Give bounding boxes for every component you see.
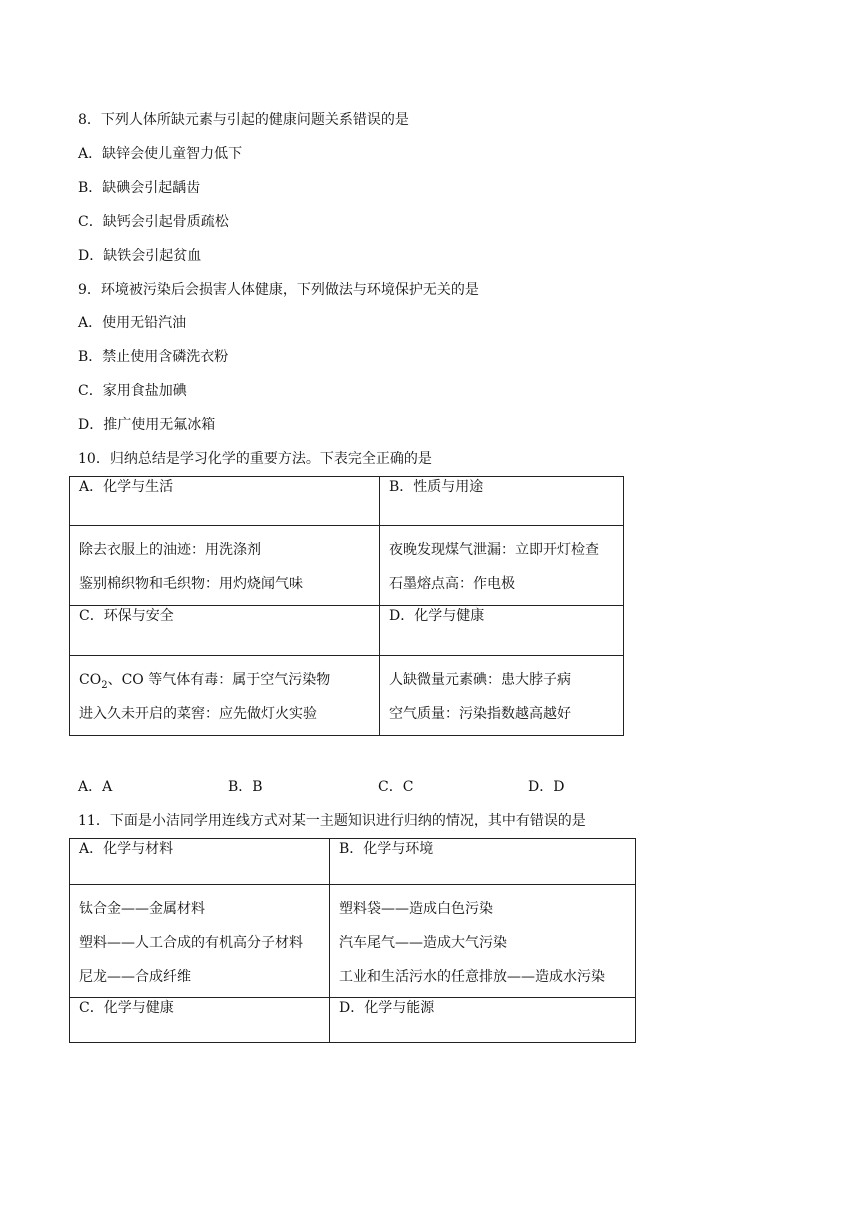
q11-cell-c-head: C．化学与健康 xyxy=(70,998,330,1043)
q11-cell-b-body: 塑料袋——造成白色污染 汽车尾气——造成大气污染 工业和生活污水的任意排放——造成水污染 xyxy=(330,885,636,998)
q10-answer-d: D．D xyxy=(528,779,565,795)
q11-cell-b-head: B．化学与环境 xyxy=(330,839,636,885)
q9-option-b: B．禁止使用含磷洗衣粉 xyxy=(78,349,229,365)
q10-cell-b-body: 夜晚发现煤气泄漏：立即开灯检查 石墨熔点高：作电极 xyxy=(380,526,624,606)
q11-cell-d-head: D．化学与能源 xyxy=(330,998,636,1043)
q8-option-b: B．缺碘会引起龋齿 xyxy=(78,180,201,196)
q8-option-d: D．缺铁会引起贫血 xyxy=(78,248,202,264)
q10-answer-a: A．A xyxy=(78,779,113,795)
q10-cell-a-head: A．化学与生活 xyxy=(70,477,380,526)
q11-cell-a-body: 钛合金——金属材料 塑料——人工合成的有机高分子材料 尼龙——合成纤维 xyxy=(70,885,330,998)
q9-option-a: A．使用无铅汽油 xyxy=(78,315,187,331)
q9-option-c: C．家用食盐加碘 xyxy=(78,383,187,399)
q8-option-c: C．缺钙会引起骨质疏松 xyxy=(78,214,229,230)
q10-cell-d-head: D．化学与健康 xyxy=(380,606,624,656)
q10-answer-options xyxy=(78,777,638,797)
q8-option-a: A．缺锌会使儿童智力低下 xyxy=(78,146,243,162)
q10-table xyxy=(69,476,624,736)
q10-cell-d-body: 人缺微量元素碘：患大脖子病 空气质量：污染指数越高越好 xyxy=(380,656,624,736)
q10-cell-b-head: B．性质与用途 xyxy=(380,477,624,526)
q8-stem: 8．下列人体所缺元素与引起的健康问题关系错误的是 xyxy=(78,112,409,128)
q10-cell-a-body: 除去衣服上的油迹：用洗涤剂 鉴别棉织物和毛织物：用灼烧闻气味 xyxy=(70,526,380,606)
q11-stem: 11．下面是小洁同学用连线方式对某一主题知识进行归纳的情况，其中有错误的是 xyxy=(78,813,586,829)
q9-stem: 9．环境被污染后会损害人体健康，下列做法与环境保护无关的是 xyxy=(78,282,479,298)
q10-answer-b: B．B xyxy=(228,779,263,795)
q10-stem: 10．归纳总结是学习化学的重要方法。下表完全正确的是 xyxy=(78,451,432,467)
q10-answer-c: C．C xyxy=(378,779,414,795)
q9-option-d: D．推广使用无氟冰箱 xyxy=(78,417,216,433)
q11-cell-a-head: A．化学与材料 xyxy=(70,839,330,885)
q11-table xyxy=(69,838,636,1043)
q10-cell-c-body: $CO_2$、CO 等气体有毒：属于空气污染物 进入久未开启的菜窖：应先做灯火实验 xyxy=(70,656,380,736)
q10-cell-c-head: C．环保与安全 xyxy=(70,606,380,656)
